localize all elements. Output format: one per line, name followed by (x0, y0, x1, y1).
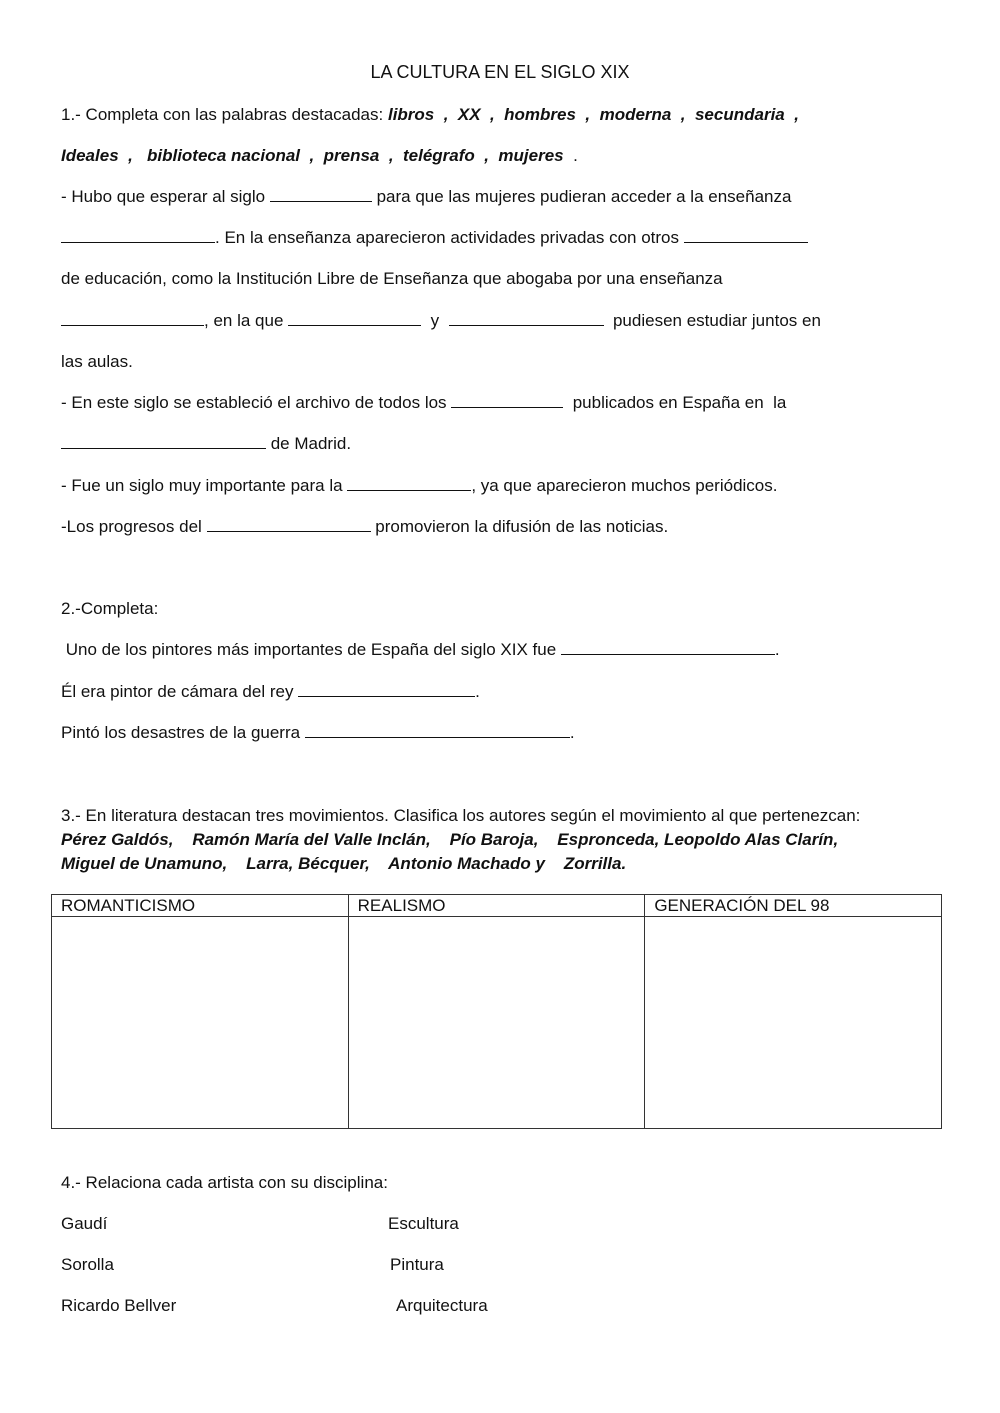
ex1-sentence-7 (61, 434, 351, 454)
ex1-word-bank-end: . (563, 146, 578, 165)
ex1-s4-text-c: pudiesen estudiar juntos en (603, 311, 821, 330)
ex1-s7-text: de Madrid. (266, 434, 352, 453)
discipline-item[interactable]: Pintura (390, 1255, 444, 1274)
ex2-q2-text: Él era pintor de cámara del rey (61, 682, 299, 701)
ex1-sentence-4 (61, 311, 821, 331)
blank-rey[interactable] (298, 682, 475, 697)
blank-ensenanza[interactable] (61, 228, 215, 243)
ex4-instruction: 4.- Relaciona cada artista con su disciplina: (61, 1173, 388, 1192)
cell-generacion-98[interactable] (645, 917, 942, 1129)
column-header-realismo: REALISMO (348, 895, 645, 917)
ex1-s8-text-b: , ya que aparecieron muchos periódicos. (471, 476, 778, 495)
ex2-question-2 (61, 682, 480, 702)
ex1-sentence-9 (61, 517, 668, 537)
ex1-sentence-1 (61, 187, 791, 207)
blank-otros[interactable] (684, 228, 808, 243)
table-body-row (52, 917, 942, 1129)
column-header-romanticismo: ROMANTICISMO (52, 895, 349, 917)
ex1-s6-text-a: - En este siglo se estableció el archivo de todos los (61, 393, 452, 412)
ex1-instruction-text: 1.- Completa con las palabras destacadas: (61, 105, 388, 124)
artist-item[interactable]: Sorolla (61, 1255, 114, 1274)
ex2-q1-text: Uno de los pintores más importantes de España del siglo XIX fue (61, 640, 561, 659)
table-header-row (52, 895, 942, 917)
ex1-instruction (61, 105, 799, 125)
ex3-authors-line-2: Miguel de Unamuno, Larra, Bécquer, Antonio Machado y Zorrilla. (61, 854, 627, 873)
ex1-s9-text-b: promovieron la difusión de las noticias. (370, 517, 669, 536)
ex3-authors-line-1: Pérez Galdós, Ramón María del Valle Inclán, Pío Baroja, Espronceda, Leopoldo Alas Clarín, (61, 830, 839, 849)
ex1-sentence-2 (61, 228, 808, 248)
ex1-s8-text-a: - Fue un siglo muy importante para la (61, 476, 348, 495)
blank-grupo-1[interactable] (288, 311, 421, 326)
ex2-q3-text: Pintó los desastres de la guerra (61, 723, 305, 742)
blank-institucion[interactable] (61, 434, 266, 449)
ex2-q1-period: . (774, 640, 780, 659)
page-title: LA CULTURA EN EL SIGLO XIX (370, 62, 630, 82)
discipline-item[interactable]: Arquitectura (396, 1296, 488, 1315)
blank-pintor[interactable] (561, 640, 775, 655)
ex1-sentence-8 (61, 476, 778, 496)
cell-romanticismo[interactable] (52, 917, 349, 1129)
cell-realismo[interactable] (348, 917, 645, 1129)
ex2-heading: 2.-Completa: (61, 599, 159, 618)
blank-prensa[interactable] (347, 476, 471, 491)
ex2-q2-period: . (475, 682, 480, 701)
column-header-generacion-98: GENERACIÓN DEL 98 (645, 895, 942, 917)
blank-grupo-2[interactable] (449, 311, 604, 326)
artist-item[interactable]: Gaudí (61, 1214, 108, 1233)
ex1-word-bank-1: libros , XX , hombres , moderna , secundaria , (387, 105, 799, 124)
ex1-s4-text-a: , en la que (204, 311, 289, 330)
ex1-sentence-6 (61, 393, 786, 413)
blank-guerra[interactable] (305, 723, 570, 738)
ex1-s1-text-b: para que las mujeres pudieran acceder a la enseñanza (371, 187, 792, 206)
blank-progresos[interactable] (207, 517, 371, 532)
artist-item[interactable]: Ricardo Bellver (61, 1296, 177, 1315)
ex1-word-bank-line2 (61, 146, 578, 166)
classification-table (51, 894, 942, 1129)
ex1-sentence-5: las aulas. (61, 352, 133, 371)
ex1-s1-text-a: - Hubo que esperar al siglo (61, 187, 270, 206)
ex1-sentence-3: de educación, como la Institución Libre de Enseñanza que abogaba por una enseñanza (61, 269, 723, 288)
ex1-s2-text: . En la enseñanza aparecieron actividades privadas con otros (215, 228, 684, 247)
blank-siglo[interactable] (270, 187, 372, 202)
ex1-s9-text-a: -Los progresos del (61, 517, 207, 536)
ex2-question-1 (61, 640, 780, 660)
ex2-q3-period: . (569, 723, 575, 742)
ex2-question-3 (61, 723, 575, 743)
discipline-item[interactable]: Escultura (388, 1214, 459, 1233)
blank-ensenanza-tipo[interactable] (61, 311, 204, 326)
ex1-s6-text-b: publicados en España en la (563, 393, 787, 412)
ex1-word-bank-2: Ideales , biblioteca nacional , prensa , telégrafo , mujeres (61, 146, 564, 165)
ex3-instruction: 3.- En literatura destacan tres movimientos. Clasifica los autores según el movimiento al que pertenezcan: (61, 806, 861, 825)
ex1-s4-text-b: y (421, 311, 449, 330)
blank-archivo[interactable] (451, 393, 563, 408)
